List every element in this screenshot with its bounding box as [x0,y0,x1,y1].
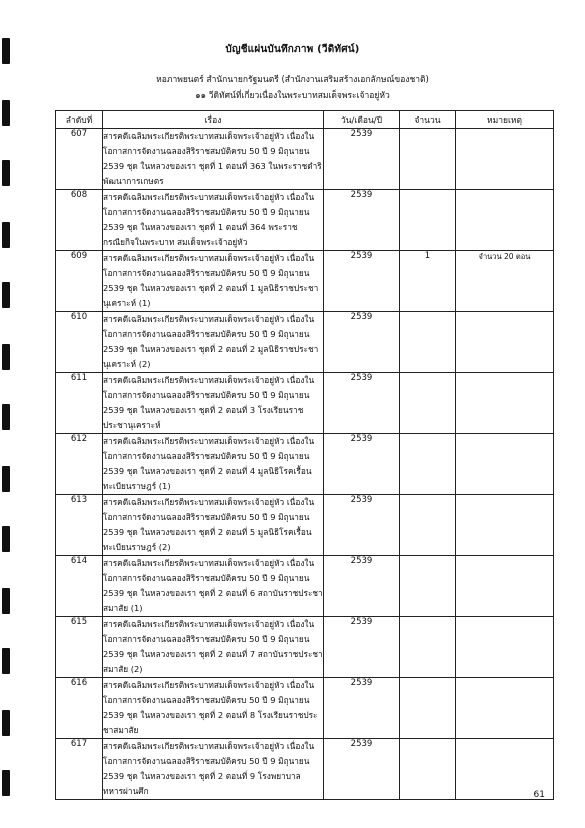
table-row [56,434,554,495]
row-date: 2539 [324,556,400,617]
row-date: 2539 [324,190,400,251]
row-number: 615 [56,617,103,678]
table-row [56,678,554,739]
row-number: 616 [56,678,103,739]
row-remarks [456,190,554,251]
row-remarks [456,129,554,190]
row-date: 2539 [324,678,400,739]
row-quantity [400,373,456,434]
binder-hole-mark [2,282,10,308]
row-date: 2539 [324,495,400,556]
binder-hole-mark [2,100,10,126]
row-remarks [456,495,554,556]
row-subject: สารคดีเฉลิมพระเกียรติพระบาทสมเด็จพระเจ้าอยู่หัว เนื่องใน โอกาสการจัดงานฉลองสิริราชสมบัติครบ 50 ปี 9 มิถุนายน 2539 ชุด ในหลวงของเรา ชุดที่ 1 ตอนที่ 364 พระราชกรณียกิจในพระบาท สมเด็จพระเจ้าอยู่หัว [103,190,324,251]
binder-hole-mark [2,404,10,430]
row-remarks [456,373,554,434]
row-remarks [456,678,554,739]
row-remarks [456,617,554,678]
header-remarks: หมายเหตุ [456,111,554,129]
page-number: 61 [533,790,545,800]
row-number: 614 [56,556,103,617]
row-subject: สารคดีเฉลิมพระเกียรติพระบาทสมเด็จพระเจ้าอยู่หัว เนื่องใน โอกาสการจัดงานฉลองสิริราชสมบัติครบ 50 ปี 9 มิถุนายน 2539 ชุด ในหลวงของเรา ชุดที่ 2 ตอนที่ 1 มูลนิธิราชประชานุเคราะห์ (1) [103,251,324,312]
page-title: บัญชีแผ่นบันทึกภาพ (วีดิทัศน์) [225,44,360,55]
row-quantity: 1 [400,251,456,312]
row-quantity [400,495,456,556]
table-row [56,373,554,434]
binder-hole-mark [2,344,10,370]
row-number: 617 [56,739,103,800]
row-subject: สารคดีเฉลิมพระเกียรติพระบาทสมเด็จพระเจ้าอยู่หัว เนื่องใน โอกาสการจัดงานฉลองสิริราชสมบัติครบ 50 ปี 9 มิถุนายน 2539 ชุด ในหลวงของเรา ชุดที่ 2 ตอนที่ 5 มูลนิธิโรคเรื้อนทะเบียนราษฎร์ (2) [103,495,324,556]
row-subject: สารคดีเฉลิมพระเกียรติพระบาทสมเด็จพระเจ้าอยู่หัว เนื่องใน โอกาสการจัดงานฉลองสิริราชสมบัติครบ 50 ปี 9 มิถุนายน 2539 ชุด ในหลวงของเรา ชุดที่ 2 ตอนที่ 2 มูลนิธิราชประชานุเคราะห์ (2) [103,312,324,373]
table-row [56,556,554,617]
row-remarks: จำนวน 20 ตอน [456,251,554,312]
row-subject: สารคดีเฉลิมพระเกียรติพระบาทสมเด็จพระเจ้าอยู่หัว เนื่องใน โอกาสการจัดงานฉลองสิริราชสมบัติครบ 50 ปี 9 มิถุนายน 2539 ชุด ในหลวงของเรา ชุดที่ 1 ตอนที่ 363 ในพระราชดำริพัฒนาการเกษตร [103,129,324,190]
header-no: ลำดับที่ [56,111,103,129]
table-row [56,312,554,373]
row-subject: สารคดีเฉลิมพระเกียรติพระบาทสมเด็จพระเจ้าอยู่หัว เนื่องใน โอกาสการจัดงานฉลองสิริราชสมบัติครบ 50 ปี 9 มิถุนายน 2539 ชุด ในหลวงของเรา ชุดที่ 2 ตอนที่ 8 โรงเรียนราชประชาสมาสัย [103,678,324,739]
row-quantity [400,678,456,739]
row-date: 2539 [324,434,400,495]
row-quantity [400,190,456,251]
row-number: 609 [56,251,103,312]
row-quantity [400,556,456,617]
table-row [56,251,554,312]
row-quantity [400,312,456,373]
row-date: 2539 [324,129,400,190]
row-number: 611 [56,373,103,434]
binder-hole-mark [2,710,10,736]
category-line: ๑๑ วีดิทัศน์ที่เกี่ยวเนื่องในพระบาทสมเด็จพระเจ้าอยู่หัว [195,91,390,101]
row-quantity [400,129,456,190]
row-number: 610 [56,312,103,373]
header-row [56,111,554,129]
binder-hole-mark [2,770,10,796]
row-subject: สารคดีเฉลิมพระเกียรติพระบาทสมเด็จพระเจ้าอยู่หัว เนื่องใน โอกาสการจัดงานฉลองสิริราชสมบัติครบ 50 ปี 9 มิถุนายน 2539 ชุด ในหลวงของเรา ชุดที่ 2 ตอนที่ 7 สถาบันราชประชาสมาสัย (2) [103,617,324,678]
binder-hole-mark [2,160,10,186]
row-subject: สารคดีเฉลิมพระเกียรติพระบาทสมเด็จพระเจ้าอยู่หัว เนื่องใน โอกาสการจัดงานฉลองสิริราชสมบัติครบ 50 ปี 9 มิถุนายน 2539 ชุด ในหลวงของเรา ชุดที่ 2 ตอนที่ 4 มูลนิธิโรคเรื้อนทะเบียนราษฎร์ (1) [103,434,324,495]
binder-strip [0,0,14,828]
row-date: 2539 [324,373,400,434]
row-remarks [456,556,554,617]
register-table [55,110,554,800]
table-row [56,495,554,556]
row-number: 607 [56,129,103,190]
row-remarks [456,312,554,373]
row-remarks [456,434,554,495]
binder-hole-mark [2,526,10,552]
table-row [56,190,554,251]
row-number: 613 [56,495,103,556]
binder-hole-mark [2,648,10,674]
header-quantity: จำนวน [400,111,456,129]
header-date: วัน/เดือน/ปี [324,111,400,129]
row-date: 2539 [324,251,400,312]
row-quantity [400,739,456,800]
row-subject: สารคดีเฉลิมพระเกียรติพระบาทสมเด็จพระเจ้าอยู่หัว เนื่องใน โอกาสการจัดงานฉลองสิริราชสมบัติครบ 50 ปี 9 มิถุนายน 2539 ชุด ในหลวงของเรา ชุดที่ 2 ตอนที่ 3 โรงเรียนราชประชานุเคราะห์ [103,373,324,434]
binder-hole-mark [2,466,10,492]
row-subject: สารคดีเฉลิมพระเกียรติพระบาทสมเด็จพระเจ้าอยู่หัว เนื่องใน โอกาสการจัดงานฉลองสิริราชสมบัติครบ 50 ปี 9 มิถุนายน 2539 ชุด ในหลวงของเรา ชุดที่ 2 ตอนที่ 6 สถาบันราชประชาสมาสัย (1) [103,556,324,617]
table-row [56,617,554,678]
row-date: 2539 [324,739,400,800]
row-quantity [400,617,456,678]
binder-hole-mark [2,222,10,248]
row-quantity [400,434,456,495]
table-row [56,739,554,800]
row-date: 2539 [324,312,400,373]
binder-hole-mark [2,588,10,614]
row-subject: สารคดีเฉลิมพระเกียรติพระบาทสมเด็จพระเจ้าอยู่หัว เนื่องใน โอกาสการจัดงานฉลองสิริราชสมบัติครบ 50 ปี 9 มิถุนายน 2539 ชุด ในหลวงของเรา ชุดที่ 2 ตอนที่ 9 โรงพยาบาลทหารผ่านศึก [103,739,324,800]
row-number: 612 [56,434,103,495]
header-subject: เรื่อง [103,111,324,129]
row-number: 608 [56,190,103,251]
row-date: 2539 [324,617,400,678]
agency-line: หอภาพยนตร์ สำนักนายกรัฐมนตรี (สำนักงานเสริมสร้างเอกลักษณ์ของชาติ) [156,75,429,85]
table-row [56,129,554,190]
